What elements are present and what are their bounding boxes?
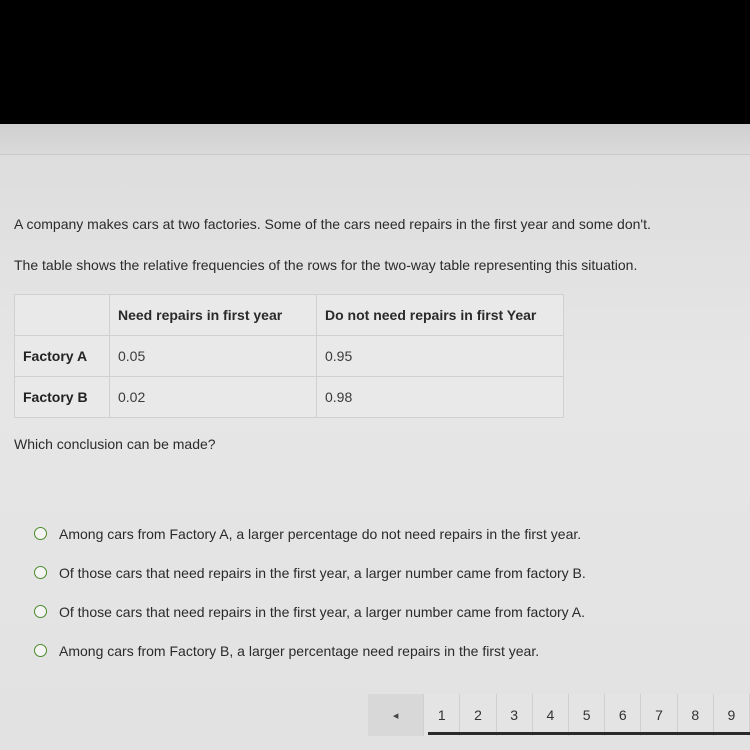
- choice-label: Among cars from Factory B, a larger percentage need repairs in the first year.: [59, 642, 540, 659]
- cell-no-repairs: 0.95: [317, 336, 564, 377]
- relative-frequency-table: [14, 294, 564, 418]
- question-intro-line-2: The table shows the relative frequencies of the rows for the two-way table representing this situation.: [14, 257, 638, 273]
- page-button-5[interactable]: 5: [569, 694, 605, 736]
- choice-label: Among cars from Factory A, a larger percentage do not need repairs in the first year.: [59, 525, 582, 542]
- row-label: Factory B: [15, 377, 110, 418]
- table-header-no-repairs: Do not need repairs in first Year: [317, 295, 564, 336]
- row-label: Factory A: [15, 336, 110, 377]
- table-header-blank: [15, 295, 110, 336]
- previous-page-button[interactable]: [368, 694, 424, 736]
- question-prompt: Which conclusion can be made?: [14, 436, 216, 452]
- answer-choice-b[interactable]: [34, 553, 674, 592]
- page-button-4[interactable]: 4: [533, 694, 569, 736]
- answer-choice-c[interactable]: [34, 592, 674, 631]
- question-pager: [368, 694, 750, 736]
- pager-underline: [428, 732, 750, 735]
- top-bar: [0, 124, 750, 155]
- cell-no-repairs: 0.98: [317, 377, 564, 418]
- page-button-1[interactable]: 1: [424, 694, 460, 736]
- answer-choices: [34, 514, 674, 670]
- page-button-9[interactable]: 9: [714, 694, 750, 736]
- page-button-8[interactable]: 8: [678, 694, 714, 736]
- question-screen: [0, 124, 750, 750]
- answer-choice-d[interactable]: [34, 631, 674, 670]
- radio-button[interactable]: [34, 527, 47, 540]
- page-button-3[interactable]: 3: [497, 694, 533, 736]
- left-triangle-icon: ◂: [392, 709, 399, 722]
- page-button-2[interactable]: 2: [460, 694, 496, 736]
- table-row: [15, 377, 564, 418]
- choice-label: Of those cars that need repairs in the first year, a larger number came from factory B.: [59, 564, 586, 581]
- table-header-row: [15, 295, 564, 336]
- page-button-7[interactable]: 7: [641, 694, 677, 736]
- cell-need-repairs: 0.02: [110, 377, 317, 418]
- table-header-need-repairs: Need repairs in first year: [110, 295, 317, 336]
- answer-choice-a[interactable]: [34, 514, 674, 553]
- question-intro-line-1: A company makes cars at two factories. Some of the cars need repairs in the first year and some don't.: [14, 216, 651, 232]
- choice-label: Of those cars that need repairs in the first year, a larger number came from factory A.: [59, 603, 586, 620]
- radio-button[interactable]: [34, 566, 47, 579]
- cell-need-repairs: 0.05: [110, 336, 317, 377]
- page-button-6[interactable]: 6: [605, 694, 641, 736]
- radio-button[interactable]: [34, 644, 47, 657]
- table-row: [15, 336, 564, 377]
- radio-button[interactable]: [34, 605, 47, 618]
